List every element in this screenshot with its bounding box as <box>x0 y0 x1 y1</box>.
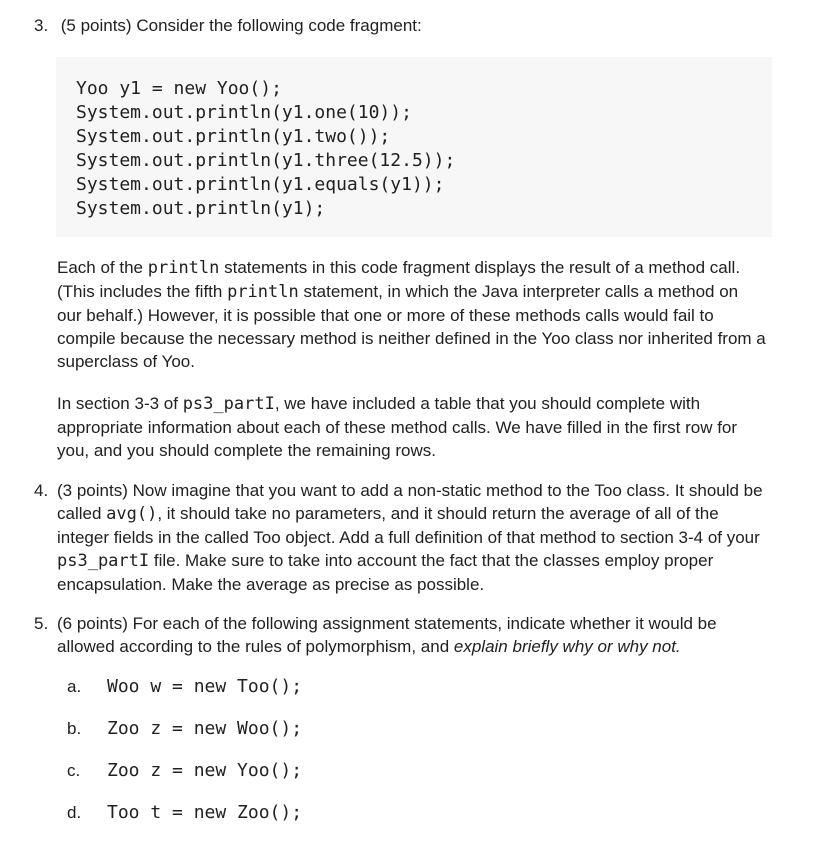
question-3-prompt: Consider the following code fragment: <box>136 16 422 35</box>
code-line: System.out.println(y1.equals(y1)); <box>76 174 445 195</box>
emphasis-text: explain briefly why or why not. <box>453 637 681 656</box>
assignment-statement: Woo w = new Too(); <box>107 676 303 697</box>
question-5-number: 5. <box>34 614 49 633</box>
assignment-statement: Too t = new Zoo(); <box>107 802 303 823</box>
question-5-item-a <box>67 675 302 699</box>
question-3-points: (5 points) <box>60 16 132 35</box>
item-letter: a. <box>67 677 82 696</box>
question-5-item-c <box>67 759 302 783</box>
question-3-number: 3. <box>34 16 49 35</box>
question-3-paragraph-1 <box>57 256 767 373</box>
text-span: , we have included a table that you should complete with appropriate information about each of these method calls. We have filled in the first row for you, and you should complete the remaining rows. <box>57 394 738 460</box>
item-letter: d. <box>67 803 82 822</box>
question-4 <box>34 479 769 596</box>
inline-code: println <box>147 258 220 278</box>
inline-code: avg() <box>106 504 158 524</box>
text-span: (3 points) Now imagine that you want to add a non-static method to the Too class. It should be called <box>57 481 763 523</box>
inline-code: ps3_partI <box>57 551 150 571</box>
question-4-number: 4. <box>34 481 49 500</box>
text-span: file. Make sure to take into account the fact that the classes employ proper encapsulation. Make the average as precise as possible. <box>57 551 714 594</box>
assignment-statement: Zoo z = new Woo(); <box>107 718 303 739</box>
text-span: In section 3-3 of <box>57 394 183 413</box>
code-line: System.out.println(y1.two()); <box>76 126 391 147</box>
question-3-heading <box>34 14 422 38</box>
question-5-text <box>57 612 769 658</box>
text-span: (6 points) For each of the following assignment statements, indicate whether it would be allowed according to the rules of polymorphism, and <box>57 614 717 656</box>
code-fragment <box>76 77 455 221</box>
text-span: statement, in which the Java interpreter calls a method on our behalf.) However, it is possible that one or more of these methods calls would fail to compile because the necessary method is neither defined in the Yoo class nor inherited from a superclass of Yoo. <box>57 282 766 371</box>
question-3-paragraph-2 <box>57 392 767 462</box>
question-5-item-b <box>67 717 302 741</box>
text-span: , it should take no parameters, and it should return the average of all of the integer fields in the called Too object. Add a full definition of that method to section 3-4 of your <box>57 504 760 547</box>
code-line: System.out.println(y1.three(12.5)); <box>76 150 456 171</box>
item-letter: c. <box>67 761 81 780</box>
assignment-statement: Zoo z = new Yoo(); <box>107 760 303 781</box>
text-span: Each of the <box>57 258 148 277</box>
code-fragment-box <box>56 57 772 237</box>
question-4-text <box>57 479 769 596</box>
code-line: System.out.println(y1); <box>76 198 326 219</box>
question-5 <box>34 612 769 658</box>
question-5-item-d <box>67 801 302 825</box>
inline-code: ps3_partI <box>182 394 275 414</box>
text-span: statements in this code fragment displays the result of a method call. (This includes the fifth <box>57 258 741 301</box>
item-letter: b. <box>67 719 82 738</box>
code-line: Yoo y1 = new Yoo(); <box>76 78 282 99</box>
code-line: System.out.println(y1.one(10)); <box>76 102 412 123</box>
inline-code: println <box>227 282 299 302</box>
